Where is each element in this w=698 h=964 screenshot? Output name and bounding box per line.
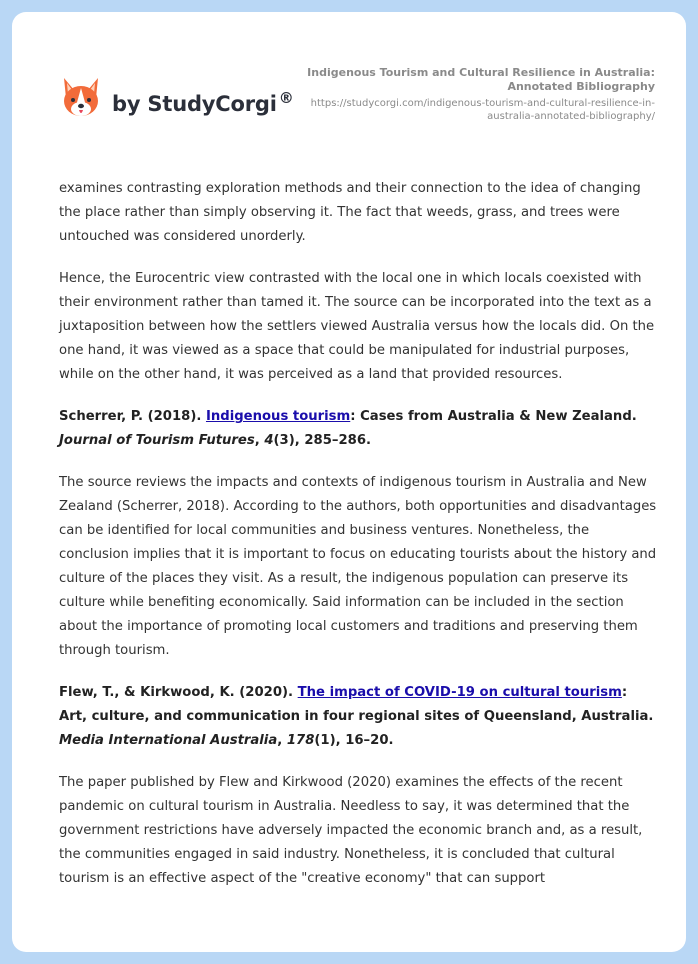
ref-authors: Flew, T., & Kirkwood, K. (2020).	[59, 685, 298, 700]
corgi-head-icon	[60, 76, 102, 120]
ref-journal: Journal of Tourism Futures	[59, 433, 255, 448]
ref-journal: Media International Australia	[59, 733, 278, 748]
paragraph-4: The paper published by Flew and Kirkwood (2020) examines the effects of the recent pandemic on cultural tourism in Australia. Needless to say, it was determined that the government restrictions have adversely impacted the economic branch and, as a result, the communities engaged in said industry. Nonetheless, it is concluded that cultural tourism is an effective aspect of the "creative economy" that can support	[59, 775, 643, 886]
document-page	[12, 12, 686, 952]
ref-link-covid-cultural-tourism[interactable]: The impact of COVID-19 on cultural tourism	[297, 685, 622, 700]
registered-mark: ®	[278, 88, 294, 107]
ref-volume: 178	[286, 733, 315, 748]
ref-separator: ,	[254, 433, 265, 448]
ref-title-rest: : Art, culture, and communication in four regional sites of Queensland, Australia.	[59, 685, 654, 724]
reference-scherrer	[59, 405, 659, 453]
reference-flew-kirkwood	[59, 681, 659, 753]
document-body	[59, 177, 659, 909]
brand-name: by StudyCorgi ®	[112, 88, 294, 116]
ref-issue-pages: (3), 285–286.	[273, 433, 372, 448]
paragraph-3: The source reviews the impacts and contexts of indigenous tourism in Australia and New Zealand (Scherrer, 2018). According to the authors, both opportunities and disadvantages can be identified for local communities and business ventures. Nonetheless, the conclusion implies that it is important to focus on educating tourists about the history and culture of the places they visit. As a result, the indigenous population can preserve its culture while benefiting economically. Said information can be included in the section about the importance of promoting local customers and traditions and preserving them through tourism.	[59, 475, 657, 658]
document-title: Indigenous Tourism and Cultural Resilience in Australia: Annotated Bibliography	[307, 66, 655, 93]
ref-volume: 4	[264, 433, 274, 448]
ref-authors: Scherrer, P. (2018).	[59, 409, 206, 424]
document-header	[295, 66, 655, 123]
ref-link-indigenous-tourism[interactable]: Indigenous tourism	[205, 409, 351, 424]
ref-title-rest: : Cases from Australia & New Zealand.	[350, 409, 637, 424]
paragraph-1: examines contrasting exploration methods and their connection to the idea of changing the place rather than simply observing it. The fact that weeds, grass, and trees were untouched was considered unorderly.	[59, 181, 641, 244]
ref-issue-pages: (1), 16–20.	[314, 733, 394, 748]
ref-separator: ,	[277, 733, 287, 748]
paragraph-2: Hence, the Eurocentric view contrasted with the local one in which locals coexisted with their environment rather than tamed it. The source can be incorporated into the text as a juxtaposition between how the settlers viewed Australia versus how the locals did. On the one hand, it was viewed as a space that could be manipulated for industrial purposes, while on the other hand, it was perceived as a land that provided resources.	[59, 271, 655, 382]
studycorgi-logo[interactable]	[60, 76, 294, 120]
document-url[interactable]: https://studycorgi.com/indigenous-tourism-and-cultural-resilience-in-australia-annotated-bibliography/	[310, 98, 655, 122]
